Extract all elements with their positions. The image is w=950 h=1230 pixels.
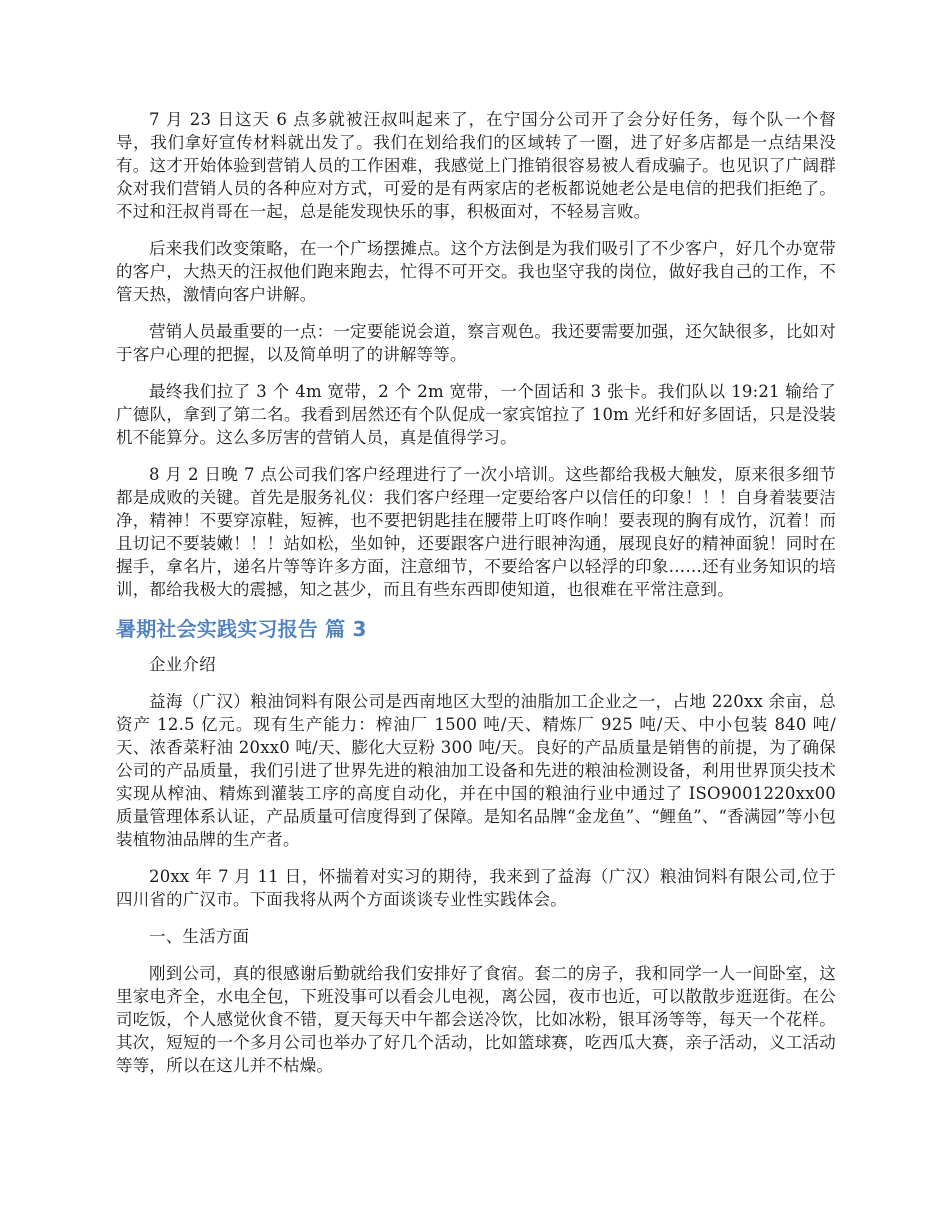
document-page [116,108,836,1091]
paragraph-arrival: 20xx 年 7 月 11 日，怀揣着对实习的期待，我来到了益海（广汉）粮油饲料有限公司,位于四川省的广汉市。下面我将从两个方面谈谈专业性实践体会。 [116,867,836,909]
company-intro-label: 企业介绍 [149,655,216,674]
section-heading: 暑期社会实践实习报告 篇 3 [116,617,367,641]
paragraph-company-intro: 益海（广汉）粮油饲料有限公司是西南地区大型的油脂加工企业之一，占地 220xx 余亩，总资产 12.5 亿元。现有生产能力：榨油厂 1500 吨/天、精炼厂 925 吨/天、中小包装 840 吨/天、浓香菜籽油 20xx0 吨/天、膨化大豆粉 300 吨/天。良好的产品质量是销售的前提，为了确保公司的产品质量，我们引进了世界先进的粮油加工设备和先进的粮油检测设备，利用世界顶尖技术实现从榨油、精炼到灌装工序的高度自动化，并在中国的粮油行业中通过了 ISO9001220xx00 质量管理体系认证，产品质量可信度得到了保障。是知名品牌“金龙鱼”、“鲤鱼”、“香满园”等小包装植物油品牌的生产者。 [116,692,836,849]
paragraph-august-2-training: 8 月 2 日晚 7 点公司我们客户经理进行了一次小培训。这些都给我极大触发，原来很多细节都是成败的关键。首先是服务礼仪：我们客户经理一定要给客户以信任的印象！！！自身着装要洁净，精神！不要穿凉鞋，短裤，也不要把钥匙挂在腰带上叮咚作响！要表现的胸有成竹，沉着！而且切记不要装嫩！！！站如松，坐如钟，还要跟客户进行眼神沟通，展现良好的精神面貌！同时在握手，拿名片，递名片等等许多方面，注意细节，不要给客户以轻浮的印象……还有业务知识的培训，都给我极大的震撼，知之甚少，而且有些东西即使知道，也很难在平常注意到。 [116,465,836,599]
paragraph-final-result: 最终我们拉了 3 个 4m 宽带，2 个 2m 宽带，一个固话和 3 张卡。我们队以 19:21 输给了广德队，拿到了第二名。我看到居然还有个队促成一家宾馆拉了 10m 光纤和好多固话，只是没装机不能算分。这么多厉害的营销人员，真是值得学习。 [116,382,836,447]
paragraph-sales-key-point: 营销人员最重要的一点：一定要能说会道，察言观色。我还要需要加强，还欠缺很多，比如对于客户心理的把握，以及简单明了的讲解等等。 [116,322,836,364]
life-section-label: 一、生活方面 [149,927,250,946]
paragraph-life: 刚到公司，真的很感谢后勤就给我们安排好了食宿。套二的房子，我和同学一人一间卧室，这里家电齐全，水电全包，下班没事可以看会儿电视，离公园，夜市也近，可以散散步逛逛街。在公司吃饭，个人感觉伙食不错，夏天每天中午都会送冷饮，比如冰粉，银耳汤等等，每天一个花样。其次，短短的一个多月公司也举办了好几个活动，比如篮球赛，吃西瓜大赛，亲子活动，义工活动等等，所以在这儿并不枯燥。 [116,964,836,1075]
paragraph-july-23: 7 月 23 日这天 6 点多就被汪叔叫起来了，在宁国分公司开了会分好任务，每个队一个督导，我们拿好宣传材料就出发了。我们在划给我们的区域转了一圈，进了好多店都是一点结果没有。这才开始体验到营销人员的工作困难，我感觉上门推销很容易被人看成骗子。也见识了广阔群众对我们营销人员的各种应对方式，可爱的是有两家店的老板都说她老公是电信的把我们拒绝了。不过和汪叔肖哥在一起，总是能发现快乐的事，积极面对，不轻易言败。 [116,110,836,221]
paragraph-strategy-change: 后来我们改变策略，在一个广场摆摊点。这个方法倒是为我们吸引了不少客户，好几个办宽带的客户，大热天的汪叔他们跑来跑去，忙得不可开交。我也坚守我的岗位，做好我自己的工作，不管天热，激情向客户讲解。 [116,239,836,304]
